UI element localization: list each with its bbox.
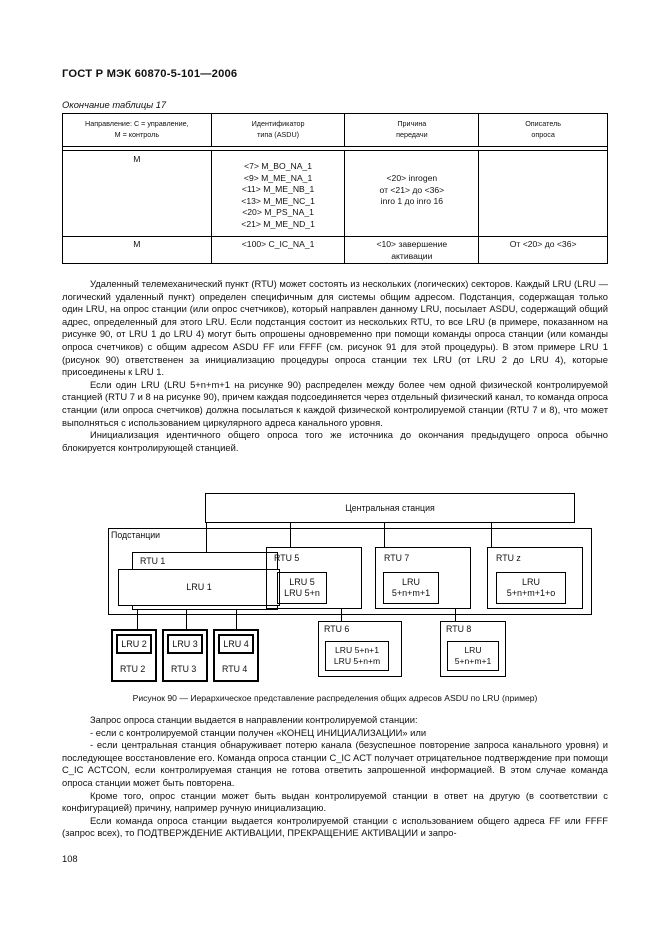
- paragraph: Если команда опроса станции выдается контролируемой станции с использованием общего адреса FF или FFFF (запрос всех), то ПОДТВЕРЖДЕНИЕ АКТИВАЦИИ, ПРЕКРАЩЕНИЕ АКТИВАЦИИ и запро-: [62, 814, 608, 839]
- rtu5-label: RTU 5: [274, 553, 300, 563]
- rtu8-label: RTU 8: [446, 624, 472, 634]
- lru1-box: LRU 1: [118, 569, 280, 606]
- body-text-bottom: [62, 714, 608, 840]
- table-caption: Окончание таблицы 17: [62, 99, 167, 110]
- header-direction: Направление: С = управление, М = контроль: [63, 114, 212, 147]
- rtu7-label: RTU 7: [384, 553, 410, 563]
- paragraph: Удаленный телемеханический пункт (RTU) может состоять из нескольких (логических) секторов. Каждый LRU (LRU — логический удаленный пункт) определен специфичным для системы общим адресом. Подстанция, содержащая только один LRU, на опрос станции (или опрос счетчиков), который направлен данному LRU, посылает ASDU, содержащий общий адрес, определенный для этого LRU. Если подстанция состоит из нескольких RTU, то все LRU (в примере, показанном на рисунке 90, от LRU 1 до LRU 4) могут быть опрошены одновременно при помощи команды опроса станции (или команды опроса счетчиков) с общим адресом ASDU FF или FFFF (см. рисунок 91 для этой процедуры). В этом примере LRU 1 (рисунок 90) ответственен за инициализацию процедуры опроса станции тех LRU (от LRU 2 до LRU 4), которые присоединены к LRU 1.: [62, 278, 608, 378]
- header-type-id: Идентификатор типа (ASDU): [211, 114, 345, 147]
- table-row: [63, 237, 608, 264]
- rtu6-label: RTU 6: [324, 624, 350, 634]
- page-number: 108: [62, 853, 78, 864]
- lru2-box: LRU 2: [116, 634, 152, 654]
- document-header: ГОСТ Р МЭК 60870-5-101—2006: [62, 68, 238, 80]
- interrogation-table: [62, 113, 608, 264]
- row2-cause: <10> завершение активации: [345, 237, 479, 264]
- rtu3-label: RTU 3: [171, 664, 197, 674]
- rtu2-label: RTU 2: [120, 664, 146, 674]
- rtuz-label: RTU z: [496, 553, 521, 563]
- row2-direction: М: [63, 237, 212, 264]
- lru5-box: LRU 5 LRU 5+n: [277, 572, 327, 604]
- row1-types: <7> M_BO_NA_1 <9> M_ME_NA_1 <11> M_ME_NB_1 <13> M_ME_NC_1 <20> M_PS_NA_1 <21> M_ME_ND_1: [211, 151, 345, 237]
- row2-types: <100> C_IC_NA_1: [211, 237, 345, 264]
- row1-cause: <20> inrogen от <21> до <36> inro 1 до inro 16: [345, 151, 479, 237]
- row1-direction: М: [63, 151, 212, 237]
- paragraph: - если с контролируемой станции получен «КОНЕЦ ИНИЦИАЛИЗАЦИИ» или: [90, 726, 427, 738]
- central-station-box: Центральная станция: [205, 493, 575, 523]
- paragraph: - если центральная станция обнаруживает потерю канала (безуспешное повторение запроса канального уровня) и последующее восстановление его. Команда опроса станции C_IC ACT получает отрицательное подтверждение при помощи C_IC ACTCON, если контролируемая станция не готова ответить запрошенной информацией. В этом случае команда опроса станции может быть повторена.: [62, 739, 608, 788]
- table-header-row: [63, 114, 608, 147]
- lru8-box: LRU 5+n+m+1: [447, 641, 499, 671]
- rtu1-label: RTU 1: [140, 556, 166, 566]
- row1-qualifier: [479, 151, 608, 237]
- lru4-box: LRU 4: [218, 634, 254, 654]
- paragraph: Инициализация идентичного общего опроса того же источника до окончания предыдущего опроса обычно блокируется контролирующей станцией.: [62, 429, 608, 453]
- figure-caption: Рисунок 90 — Иерархическое представление распределения общих адресов ASDU по LRU (пример): [132, 693, 538, 703]
- lruz-box: LRU 5+n+m+1+o: [496, 572, 566, 604]
- substations-label: Подстанции: [111, 530, 161, 540]
- lru7-box: LRU 5+n+m+1: [383, 572, 439, 604]
- paragraph: Запрос опроса станции выдается в направлении контролируемой станции:: [90, 714, 418, 725]
- row2-qualifier: От <20> до <36>: [479, 237, 608, 264]
- paragraph: Кроме того, опрос станции может быть выдан контролируемой станции в ответ на другую (в соответствии с конфигурацией) причину, например ручную инициализацию.: [62, 789, 608, 814]
- header-qualifier: Описатель опроса: [479, 114, 608, 147]
- table-row: [63, 151, 608, 237]
- header-cause: Причина передачи: [345, 114, 479, 147]
- rtu4-label: RTU 4: [222, 664, 248, 674]
- lru6-box: LRU 5+n+1 LRU 5+n+m: [325, 641, 389, 671]
- paragraph: Если один LRU (LRU 5+n+m+1 на рисунке 90) распределен между более чем одной физической контролируемой станцией (RTU 7 и 8 на рисунке 90), причем каждая подсоединяется через отдельный физический канал, то команда опроса станции (или опроса счетчиков) должна посылаться к каждой физической контролируемой станции (RTU 7 и 8), что может выполняться с использованием циркулярного адреса канального уровня.: [62, 378, 608, 428]
- lru3-box: LRU 3: [167, 634, 203, 654]
- body-text-top: [62, 278, 608, 454]
